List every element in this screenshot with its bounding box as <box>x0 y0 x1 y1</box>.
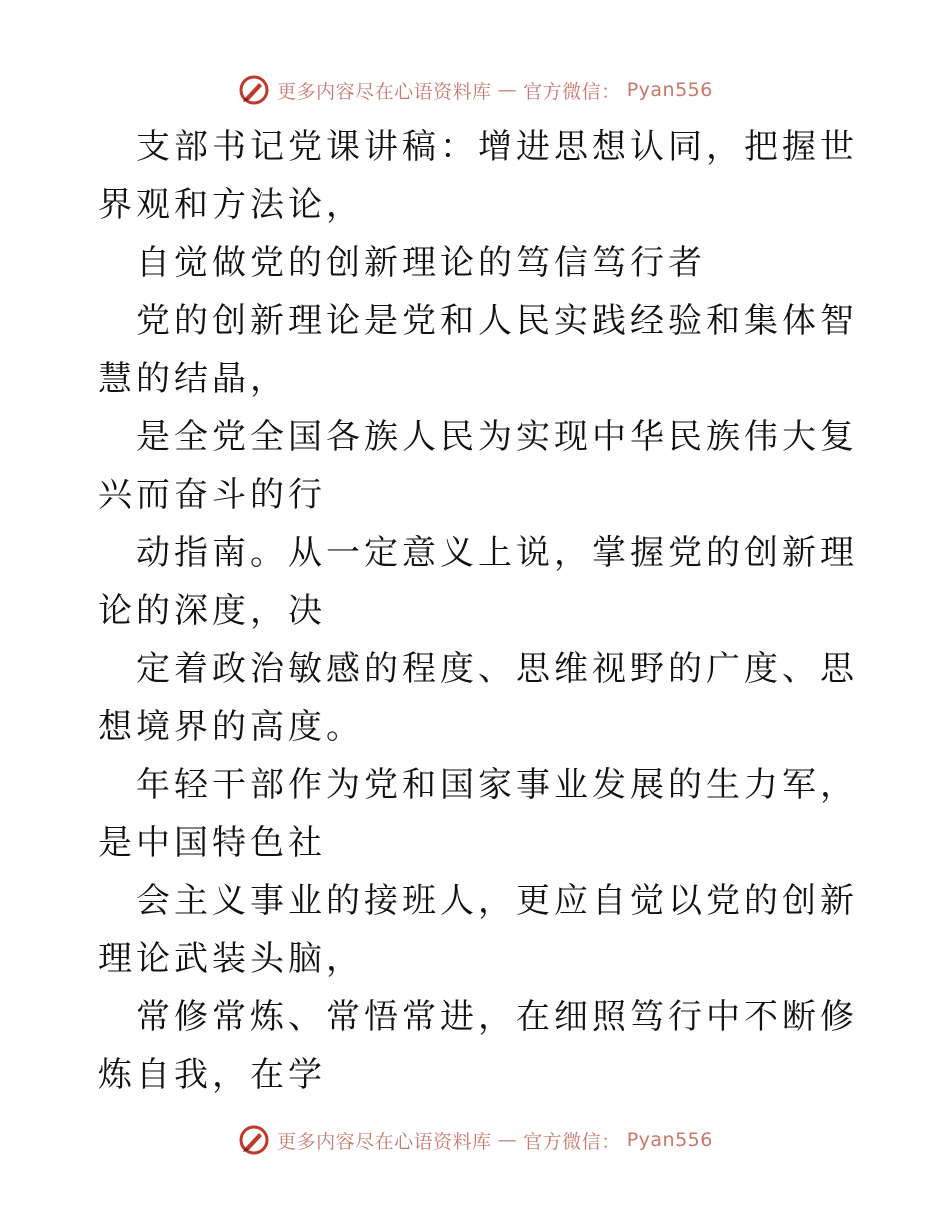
watermark-wechat-label: 官方微信： <box>523 80 621 103</box>
paragraph: 定着政治敏感的程度、思维视野的广度、思想境界的高度。 <box>98 649 858 747</box>
watermark-text: 更多内容尽在心语资料库 <box>277 80 492 103</box>
watermark-wechat-label: 官方微信： <box>523 1130 621 1153</box>
watermark-separator: — <box>497 1129 518 1151</box>
document-body <box>98 118 858 1104</box>
paragraph: 年轻干部作为党和国家事业发展的生力军，是中国特色社 <box>98 765 858 863</box>
paragraph: 动指南。从一定意义上说，掌握党的创新理论的深度，决 <box>98 533 858 631</box>
watermark-wechat-id: Pyan556 <box>626 1129 713 1151</box>
pen-logo-icon <box>237 1123 271 1157</box>
paragraph-title: 支部书记党课讲稿：增进思想认同，把握世界观和方法论， <box>98 127 858 225</box>
header-watermark <box>0 70 950 110</box>
paragraph: 是全党全国各族人民为实现中华民族伟大复兴而奋斗的行 <box>98 417 858 515</box>
paragraph-subtitle: 自觉做党的创新理论的笃信笃行者 <box>136 243 706 283</box>
watermark-text: 更多内容尽在心语资料库 <box>277 1130 492 1153</box>
paragraph: 会主义事业的接班人，更应自觉以党的创新理论武装头脑， <box>98 881 858 979</box>
paragraph: 党的创新理论是党和人民实践经验和集体智慧的结晶， <box>98 301 858 399</box>
paragraph: 常修常炼、常悟常进，在细照笃行中不断修炼自我，在学 <box>98 997 858 1095</box>
watermark-wechat-id: Pyan556 <box>626 79 713 101</box>
footer-watermark <box>0 1120 950 1160</box>
pen-logo-icon <box>237 73 271 107</box>
watermark-separator: — <box>497 79 518 101</box>
